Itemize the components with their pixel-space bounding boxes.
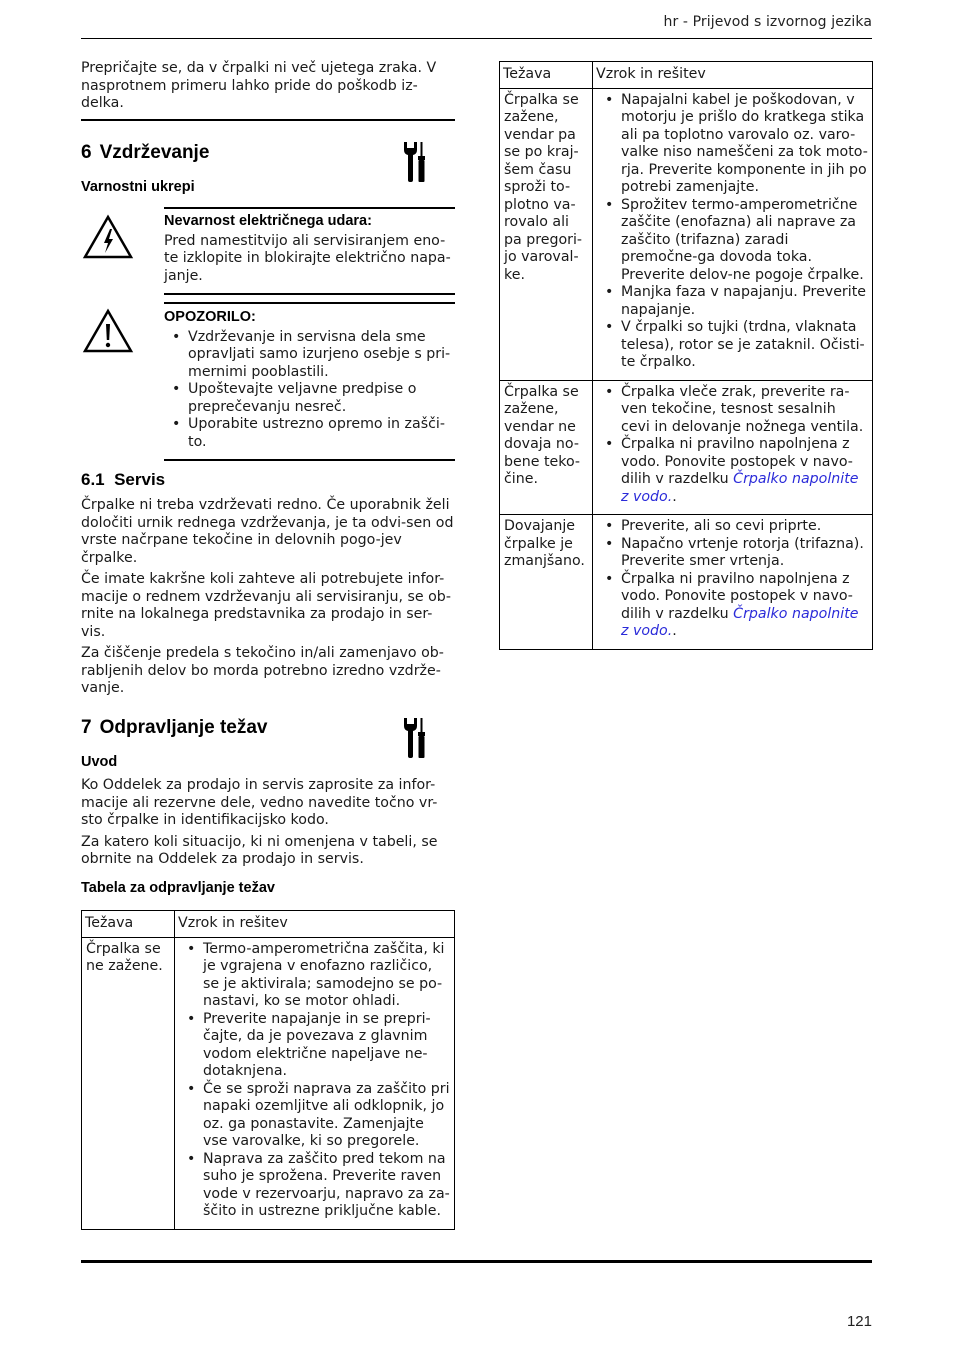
paragraph: Če imate kakršne koli zahteve ali potrebujete infor-macije o rednem vzdrževanju ali servisiranju, se ob-rnite na lokalnega predstavnika za prodajo in ser-vis. bbox=[81, 571, 451, 640]
safety-subheading: Varnostni ukrepi bbox=[81, 179, 195, 195]
warning-item: • Upoštevajte veljavne predpise o preprečevanju nesreč. bbox=[188, 381, 455, 416]
table-row bbox=[500, 380, 873, 515]
page-number: 121 bbox=[846, 1313, 872, 1330]
solution-item: • Termo-amperometrična zaščita, ki je vgrajena v enofazno različico, se je aktivirala; samodejno se po-nastavi, ko se motor ohladi. bbox=[203, 941, 451, 1011]
column-header-solution: Vzrok in rešitev bbox=[593, 62, 873, 89]
solution-item: • Napajalni kabel je poškodovan, v motorju je prišlo do kratkega stika ali pa toplotno varovalo oz. varo-valke niso nameščeni za tok moto-rja. Preverite komponente in jih po potrebi zamenjajte. bbox=[621, 92, 869, 197]
danger-note-title: Nevarnost električnega udara: bbox=[164, 213, 372, 229]
paragraph: Za čiščenje predela s tekočino in/ali zamenjavo ob-rabljenih delov bo morda potrebno izredno vzdrže-vanje. bbox=[81, 645, 444, 696]
section-title: Vzdrževanje bbox=[99, 142, 210, 163]
solution-item: • Preverite napajanje in se prepri-čajte, da je povezava z glavnim vodom električne napeljave ne-dotaknjena. bbox=[203, 1011, 451, 1081]
solution-cell bbox=[593, 515, 873, 650]
table-header-row bbox=[82, 911, 455, 938]
problem-cell: Dovajanje črpalke je zmanjšano. bbox=[500, 515, 593, 650]
warning-note bbox=[164, 309, 455, 451]
danger-note bbox=[164, 213, 455, 285]
solution-item: • Napačno vrtenje rotorja (trifazna). Preverite smer vrtenja. bbox=[621, 536, 869, 571]
footer-divider bbox=[81, 1260, 872, 1263]
solution-cell bbox=[593, 88, 873, 380]
warning-item: • Vzdrževanje in servisna dela sme opravljati samo izurjeno osebje s pri-mernimi pooblastili. bbox=[188, 329, 455, 382]
subsection-number: 6.1 bbox=[81, 470, 105, 489]
paragraph: Ko Oddelek za prodajo in servis zaprosite za infor-macije ali rezervne dele, vedno navedite točno vr-sto črpalke in identifikacijsko kodo. bbox=[81, 777, 438, 828]
servis-body bbox=[81, 497, 455, 702]
solution-item: • Če se sproži naprava za zaščito pri napaki ozemljitve ali odklopnik, jo oz. ga ponastavite. Zamenjajte vse varovalke, ki so pregorele. bbox=[203, 1081, 451, 1151]
solution-text: Črpalka ni pravilno napolnjena z vodo. Ponovite postopek v navo-dilih v razdelku bbox=[621, 570, 853, 622]
table-row bbox=[500, 515, 873, 650]
tools-icon bbox=[402, 718, 428, 758]
table-heading: Tabela za odpravljanje težav bbox=[81, 880, 275, 896]
column-header-solution: Vzrok in rešitev bbox=[175, 911, 455, 938]
section-6-heading bbox=[81, 142, 209, 164]
solution-item: • Naprava za zaščito pred tekom na suho je sprožena. Preverite raven vode v rezervoarju, napravo za za-ščito in ustrezne priključne kable. bbox=[203, 1151, 451, 1221]
danger-note-text: Pred namestitvijo ali servisiranjem eno-te izklopite in blokirajte električno napa-janje. bbox=[164, 232, 451, 284]
running-header: hr - Prijevod s izvornog jezika bbox=[663, 14, 872, 30]
solution-cell bbox=[175, 937, 455, 1229]
solution-item: • Preverite, ali so cevi priprte. bbox=[621, 518, 869, 536]
section-7-body bbox=[81, 777, 455, 873]
section-number: 6 bbox=[81, 142, 92, 163]
problem-cell: Črpalka se ne zažene. bbox=[82, 937, 175, 1229]
subsection-6-1-heading bbox=[81, 470, 165, 490]
warning-exclamation-icon bbox=[82, 308, 134, 354]
paragraph: Črpalke ni treba vzdrževati redno. Če uporabnik želi določiti urnik rednega vzdrževanja, je ta odvi-sen od vrste načrpane tekočine in delovnih pogo-jev črpalke. bbox=[81, 497, 454, 566]
solution-item bbox=[621, 436, 869, 506]
cross-reference-link[interactable]: Črpalko napolnite z vodo. bbox=[621, 605, 859, 639]
intro-subheading: Uvod bbox=[81, 754, 118, 770]
tools-icon bbox=[402, 142, 428, 182]
electric-hazard-icon bbox=[82, 214, 134, 260]
warning-item: • Uporabite ustrezno opremo in zašči-to. bbox=[188, 416, 455, 451]
column-header-problem: Težava bbox=[500, 62, 593, 89]
table-header-row bbox=[500, 62, 873, 89]
solution-item: • Sprožitev termo-amperometrične zaščite (enofazna) ali naprave za zaščito (trifazna) zaradi premočne-ga dovoda toka. Preverite delov-ne pogoje črpalke. bbox=[621, 197, 869, 285]
section-divider bbox=[81, 119, 455, 121]
problem-cell: Črpalka se zažene, vendar ne dovaja no-bene teko-čine. bbox=[500, 380, 593, 515]
warning-note-title: OPOZORILO: bbox=[164, 309, 256, 325]
cross-reference-link[interactable]: Črpalko napolnite z vodo. bbox=[621, 471, 859, 505]
solution-item: • V črpalki so tujki (trdna, vlaknata telesa), rotor se je zataknil. Očisti-te črpalko. bbox=[621, 319, 869, 372]
paragraph: Za katero koli situacijo, ki ni omenjena v tabeli, se obrnite na Oddelek za prodajo in servis. bbox=[81, 833, 438, 867]
column-header-problem: Težava bbox=[82, 911, 175, 938]
troubleshooting-table-left bbox=[81, 910, 455, 1230]
section-title: Odpravljanje težav bbox=[99, 717, 268, 738]
intro-paragraph: Prepričajte se, da v črpalki ni več ujetega zraka. V nasprotnem primeru lahko pride do poškodb iz-delka. bbox=[81, 60, 437, 111]
table-row bbox=[500, 88, 873, 380]
solution-text-end: . bbox=[672, 488, 677, 505]
subsection-title: Servis bbox=[114, 470, 166, 489]
solution-cell bbox=[593, 380, 873, 515]
solution-text: Črpalka ni pravilno napolnjena z vodo. Ponovite postopek v navo-dilih v razdelku bbox=[621, 436, 853, 487]
solution-item: • Črpalka vleče zrak, preverite ra-ven tekočine, tesnost sesalnih cevi in delovanje nožnega ventila. bbox=[621, 384, 869, 437]
note-bottom-rule bbox=[164, 293, 455, 295]
note-bottom-rule bbox=[164, 459, 455, 461]
note-top-rule bbox=[164, 207, 455, 209]
section-number: 7 bbox=[81, 717, 92, 738]
solution-text-end: . bbox=[672, 623, 677, 639]
section-7-heading bbox=[81, 717, 267, 739]
problem-cell: Črpalka se zažene, vendar pa se po kraj-šem času sproži to-plotno va-rovalo ali pa pregori-jo varoval-ke. bbox=[500, 88, 593, 380]
table-row bbox=[82, 937, 455, 1229]
header-divider bbox=[81, 38, 872, 39]
warning-list bbox=[164, 329, 455, 452]
note-top-rule bbox=[164, 302, 455, 304]
solution-item bbox=[621, 571, 869, 641]
troubleshooting-table-right bbox=[499, 61, 873, 650]
solution-item: • Manjka faza v napajanju. Preverite napajanje. bbox=[621, 284, 869, 319]
